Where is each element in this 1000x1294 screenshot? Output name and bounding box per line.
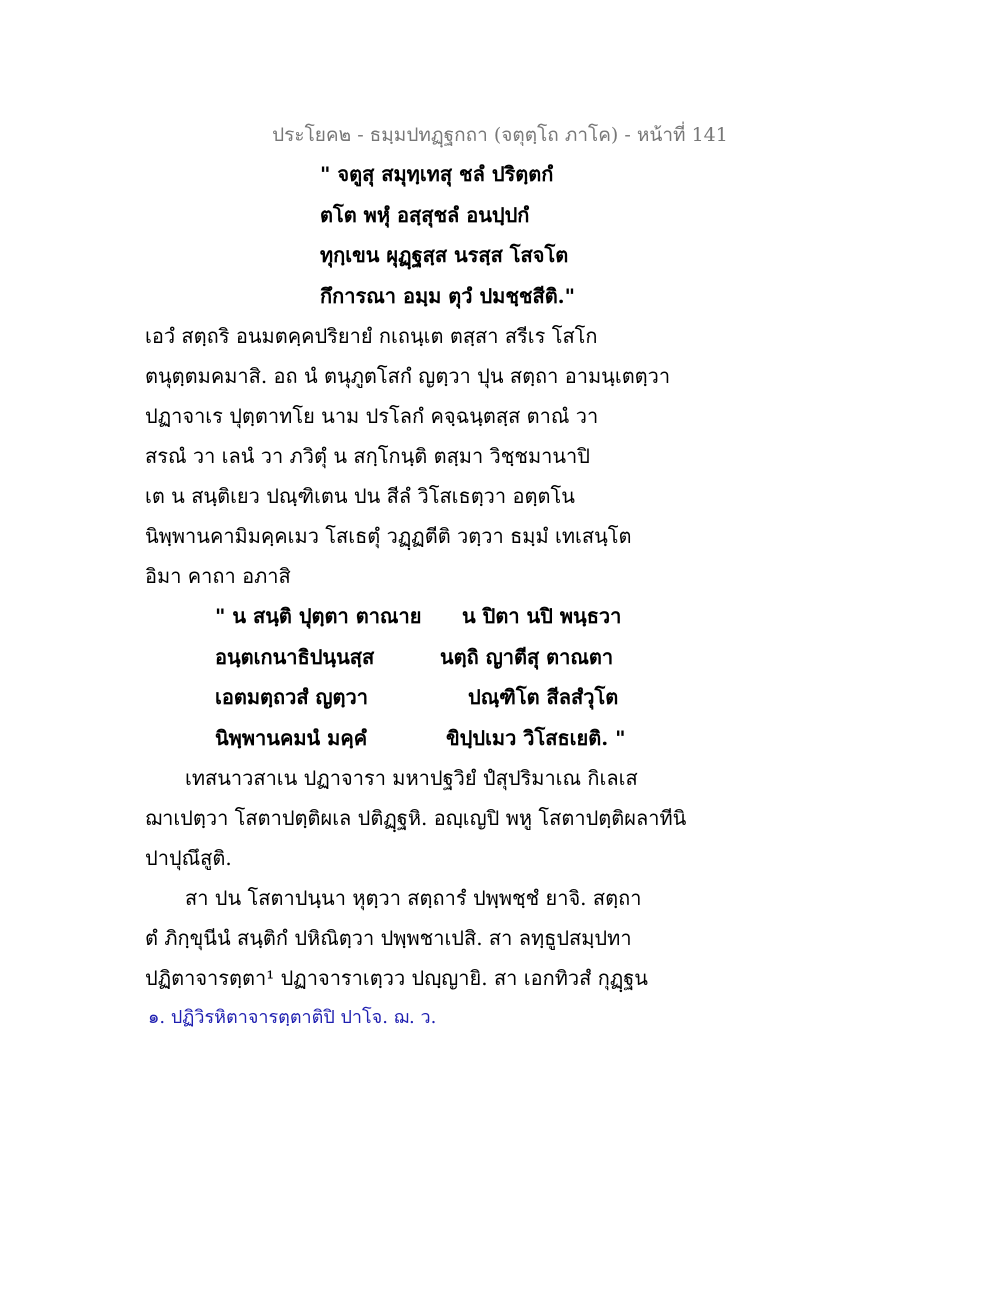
body-line: นิพฺพานคามิมคฺคเมว โสเธตุํ วฏฺฏตีติ วตฺวา ธมฺมํ เทเสนฺโต xyxy=(145,524,632,548)
page-header: ประโยค๒ - ธมฺมปทฏฺฐกถา (จตุตฺโถ ภาโค) - หน้าที่ 141 xyxy=(272,124,728,146)
body-line: เทสนาวสาเน ปฏาจารา มหาปฐวิยํ ปํสุปริมาเณ กิเลเส xyxy=(185,766,638,790)
verse2-left: เอตมตฺถวสํ ญตฺวา xyxy=(215,685,369,709)
verse1-line: กึการณา อมฺม ตุวํ ปมชฺชสีติ." xyxy=(320,284,576,308)
verse1-line: " จตูสุ สมุทฺเทสุ ชลํ ปริตฺตกํ xyxy=(320,162,554,186)
body-line: เต น สนฺติเยว ปณฺฑิเตน ปน สีลํ วิโสเธตฺวา อตฺตโน xyxy=(145,484,575,508)
verse2-left: " น สนฺติ ปุตฺตา ตาณาย xyxy=(215,604,422,628)
body-line: ปาปุณึสูติ. xyxy=(145,846,232,870)
body-line: สรณํ วา เลนํ วา ภวิตุํ น สกฺโกนฺติ ตสฺมา วิชฺชมานาปิ xyxy=(145,444,590,468)
body-line: ปฏิตาจารตฺตา¹ ปฏาจาราเตฺวว ปญฺญายิ. สา เอกทิวสํ กุฏฺฐน xyxy=(145,966,648,990)
verse2-right: ขิปฺปเมว วิโสธเยติ. " xyxy=(446,726,626,750)
body-line: เอวํ สตฺถริ อนมตคฺคปริยายํ กเถนฺเต ตสฺสา สรีเร โสโก xyxy=(145,324,598,348)
verse1-line: ตโต พหุํ อสฺสุชลํ อนปฺปกํ xyxy=(320,203,530,227)
body-line: ตํ ภิกฺขุนีนํ สนฺติกํ ปหิณิตฺวา ปพฺพชาเปสิ. สา ลทฺธูปสมฺปทา xyxy=(145,926,632,950)
body-line: ฌาเปตฺวา โสตาปตฺติผเล ปติฏฺฐหิ. อญฺเญปิ พหู โสตาปตฺติผลาทีนิ xyxy=(145,806,687,830)
footnote: ๑. ปฏิวิรหิตาจารตฺตาติปิ ปาโจ. ฌ. ว. xyxy=(148,1007,437,1028)
verse2-right: ปณฺฑิโต สีลสํวุโต xyxy=(468,685,619,709)
verse2-right: นตฺถิ ญาตีสุ ตาณตา xyxy=(440,645,614,669)
verse1-line: ทุกฺเขน ผุฏฺฐสฺส นรสฺส โสจโต xyxy=(320,243,569,267)
body-line: สา ปน โสตาปนฺนา หุตฺวา สตฺถารํ ปพฺพชฺชํ ยาจิ. สตฺถา xyxy=(185,886,642,910)
body-line: ปฏาจาเร ปุตฺตาทโย นาม ปรโลกํ คจฺฉนฺตสฺส ตาณํ วา xyxy=(145,404,599,428)
verse2-left: อนฺตเกนาธิปนฺนสฺส xyxy=(215,645,375,669)
body-line: ตนุตฺตมคมาสิ. อถ นํ ตนุภูตโสกํ ญตฺวา ปุน สตฺถา อามนฺเตตฺวา xyxy=(145,364,671,388)
body-line: อิมา คาถา อภาสิ xyxy=(145,564,291,588)
verse2-right: น ปิตา นปิ พนฺธวา xyxy=(462,604,622,628)
verse2-left: นิพฺพานคมนํ มคฺคํ xyxy=(215,726,368,750)
